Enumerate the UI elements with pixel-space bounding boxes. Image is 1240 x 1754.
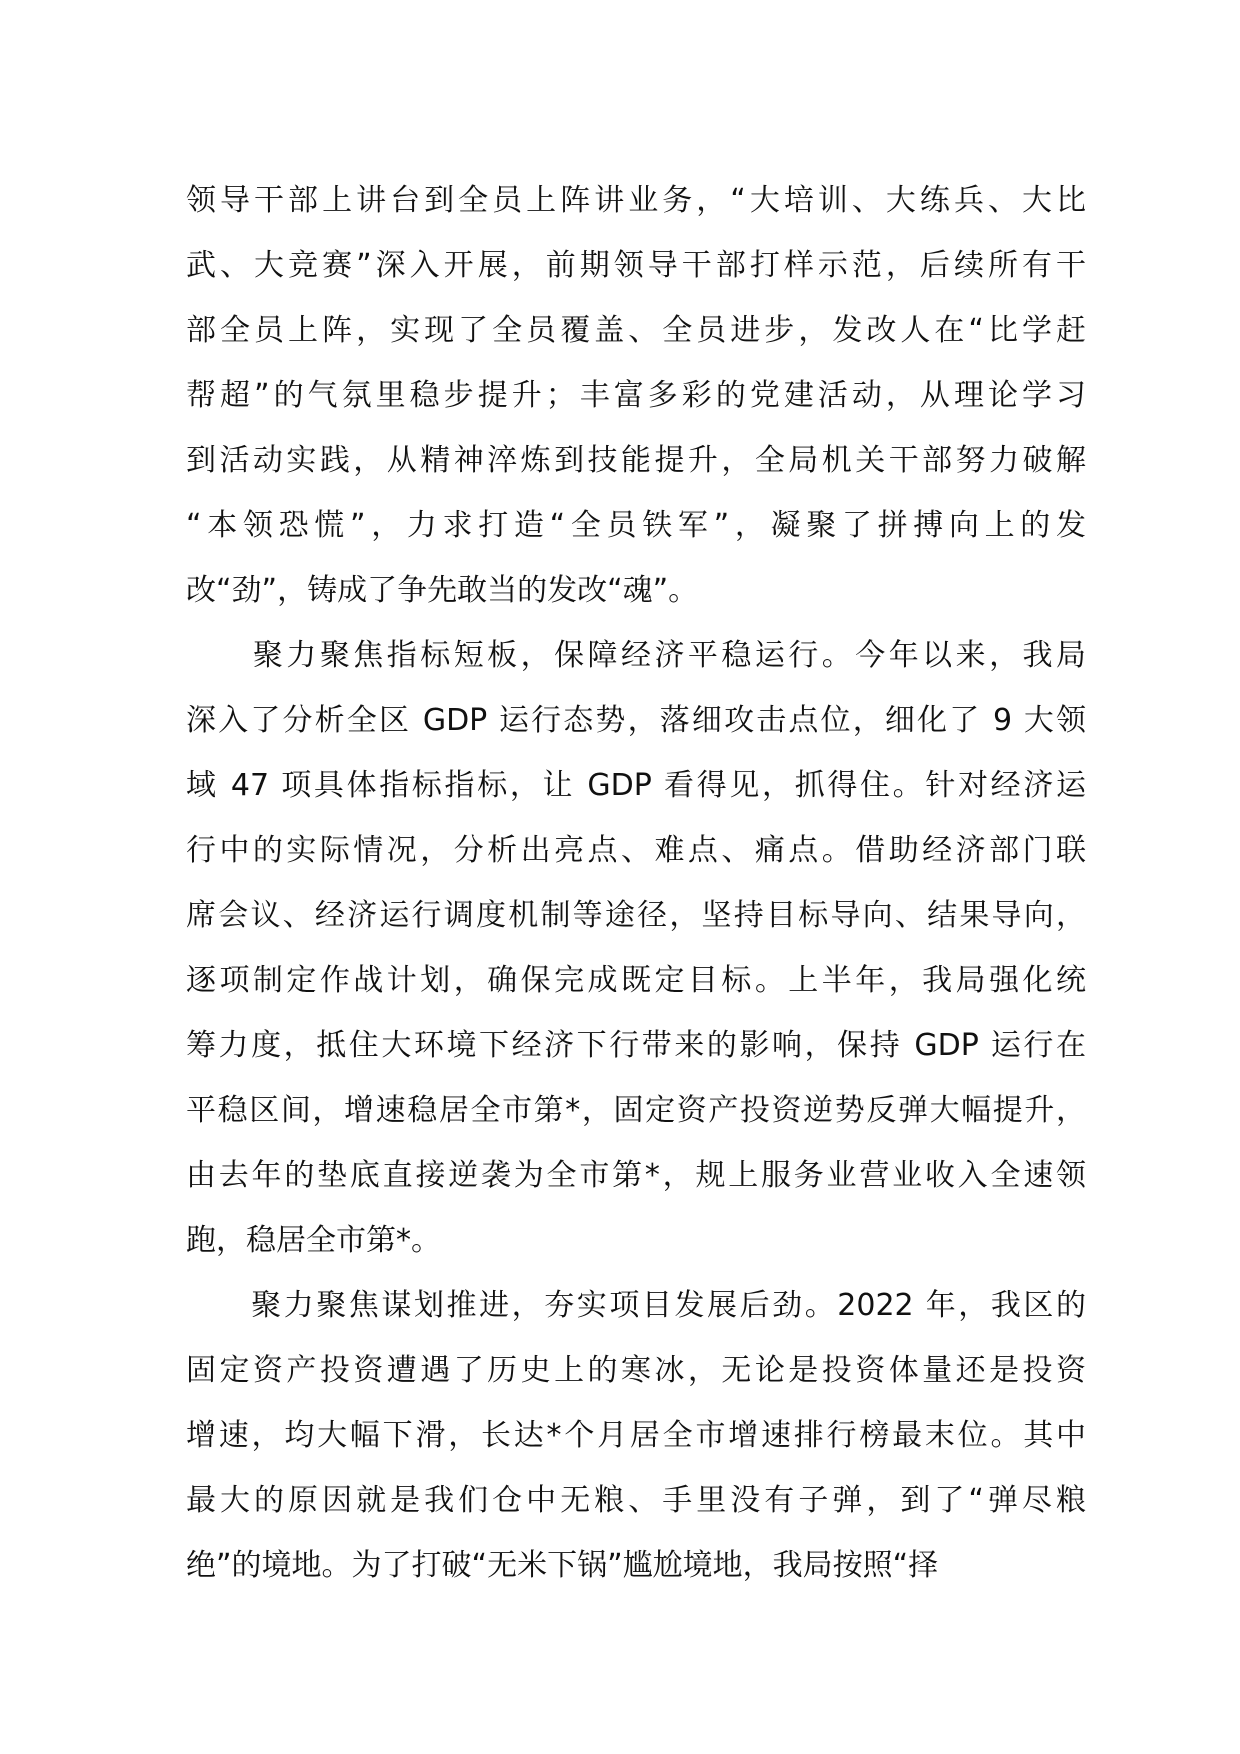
text-line: 到活动实践，从精神淬炼到技能提升，全局机关干部努力破解 (186, 443, 1086, 478)
text-line: 筹力度，抵住大环境下经济下行带来的影响，保持 GDP 运行在 (186, 1028, 1086, 1063)
text-line: 聚力聚焦谋划推进，夯实项目发展后劲。2022 年，我区的 (186, 1288, 1086, 1323)
paragraph-economic-indicators (186, 623, 1086, 1273)
text-line: 帮超”的气氛里稳步提升；丰富多彩的党建活动，从理论学习 (186, 378, 1086, 413)
text-line: 最大的原因就是我们仓中无粮、手里没有子弹，到了“弹尽粮 (186, 1483, 1086, 1518)
text-line: 武、大竞赛”深入开展，前期领导干部打样示范，后续所有干 (186, 248, 1086, 283)
document-body (186, 168, 1086, 1598)
text-line: 改“劲”，铸成了争先敢当的发改“魂”。 (186, 573, 699, 608)
text-line: “本领恐慌”，力求打造“全员铁军”，凝聚了拼搏向上的发 (186, 508, 1086, 543)
text-line: 跑，稳居全市第*。 (186, 1223, 441, 1258)
text-line: 部全员上阵，实现了全员覆盖、全员进步，发改人在“比学赶 (186, 313, 1086, 348)
text-line: 平稳区间，增速稳居全市第*，固定资产投资逆势反弹大幅提升， (186, 1093, 1086, 1128)
text-line: 增速，均大幅下滑，长达*个月居全市增速排行榜最末位。其中 (186, 1418, 1086, 1453)
text-line: 固定资产投资遭遇了历史上的寒冰，无论是投资体量还是投资 (186, 1353, 1086, 1388)
text-line: 深入了分析全区 GDP 运行态势，落细攻击点位，细化了 9 大领 (186, 703, 1086, 738)
text-line: 域 47 项具体指标指标，让 GDP 看得见，抓得住。针对经济运 (186, 768, 1086, 803)
text-line: 逐项制定作战计划，确保完成既定目标。上半年，我局强化统 (186, 963, 1086, 998)
paragraph-project-planning (186, 1273, 1086, 1598)
text-line: 行中的实际情况，分析出亮点、难点、痛点。借助经济部门联 (186, 833, 1086, 868)
text-line: 领导干部上讲台到全员上阵讲业务，“大培训、大练兵、大比 (186, 183, 1086, 218)
text-line: 聚力聚焦指标短板，保障经济平稳运行。今年以来，我局 (186, 638, 1086, 673)
text-line: 席会议、经济运行调度机制等途径，坚持目标导向、结果导向， (186, 898, 1086, 933)
paragraph-team-building (186, 168, 1086, 623)
text-line: 由去年的垫底直接逆袭为全市第*，规上服务业营业收入全速领 (186, 1158, 1086, 1193)
text-line: 绝”的境地。为了打破“无米下锅”尴尬境地，我局按照“择 (186, 1548, 939, 1583)
